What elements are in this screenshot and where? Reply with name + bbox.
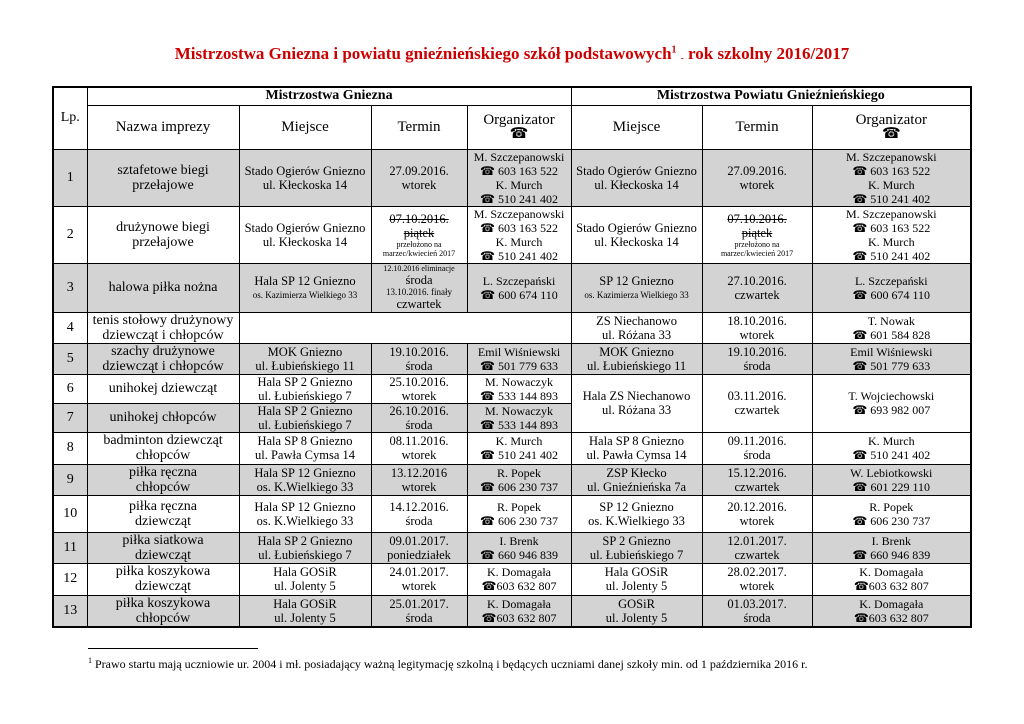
- row-name: piłka koszykowa chłopców: [87, 595, 239, 627]
- header-g-termin: Termin: [371, 105, 467, 149]
- row-g-place: Hala SP 2 Gniezno ul. Łubieńskiego 7: [239, 374, 371, 403]
- row-g-date: 08.11.2016. wtorek: [371, 432, 467, 464]
- table-row: [53, 432, 971, 464]
- row-lp: 6: [53, 374, 87, 403]
- title-main: Mistrzostwa Gniezna i powiatu gnieźnieńskiego szkół podstawowych: [174, 44, 672, 63]
- row-name: unihokej dziewcząt: [87, 374, 239, 403]
- row-p-org: L. Szczepański ☎ 600 674 110: [812, 263, 971, 312]
- row-g-org: M. Nowaczyk ☎ 533 144 893: [467, 374, 571, 403]
- row-lp: 3: [53, 263, 87, 312]
- row-g-place: Hala GOSiR ul. Jolenty 5: [239, 563, 371, 595]
- row-p-org: K. Domagała ☎603 632 807: [812, 595, 971, 627]
- row-g-place: MOK Gniezno ul. Łubieńskiego 11: [239, 343, 371, 374]
- row-p-place: SP 12 Gniezno os. K.Wielkiego 33: [571, 495, 702, 532]
- table-row: [53, 532, 971, 563]
- row-lp: 1: [53, 149, 87, 206]
- table-row: [53, 206, 971, 263]
- row-lp: 5: [53, 343, 87, 374]
- table-row: [53, 149, 971, 206]
- row-p-place: Hala SP 8 Gniezno ul. Pawła Cymsa 14: [571, 432, 702, 464]
- row-g-date: 07.10.2016. piątek przełożono na marzec/kwiecień 2017: [371, 206, 467, 263]
- row-g-org: Emil Wiśniewski ☎ 501 779 633: [467, 343, 571, 374]
- row-g-place: Hala SP 12 Gniezno os. K.Wielkiego 33: [239, 495, 371, 532]
- row-p-place: Stado Ogierów Gniezno ul. Kłeckoska 14: [571, 149, 702, 206]
- row-g-date: 12.10.2016 eliminacje środa 13.10.2016. finały czwartek: [371, 263, 467, 312]
- title-dash: -: [680, 53, 684, 63]
- row-p-org: K. Murch ☎ 510 241 402: [812, 432, 971, 464]
- header-p-termin: Termin: [702, 105, 812, 149]
- row-p-org: T. Nowak ☎ 601 584 828: [812, 312, 971, 343]
- table-row: [53, 563, 971, 595]
- footnote-divider: [88, 648, 258, 649]
- footnote: [88, 656, 807, 672]
- row-name: piłka siatkowa dziewcząt: [87, 532, 239, 563]
- row-p-org: W. Lebiotkowski ☎ 601 229 110: [812, 464, 971, 495]
- row-name: piłka ręczna chłopców: [87, 464, 239, 495]
- row-g-org: K. Domagała ☎603 632 807: [467, 595, 571, 627]
- row-p-org: Emil Wiśniewski ☎ 501 779 633: [812, 343, 971, 374]
- row-g-date: 25.01.2017. środa: [371, 595, 467, 627]
- row-p-date: 27.10.2016. czwartek: [702, 263, 812, 312]
- row-g-place: Hala SP 2 Gniezno ul. Łubieńskiego 7: [239, 403, 371, 432]
- row-g-org: I. Brenk ☎ 660 946 839: [467, 532, 571, 563]
- row-g-place: Hala SP 2 Gniezno ul. Łubieńskiego 7: [239, 532, 371, 563]
- title-footnote-ref: 1: [671, 44, 677, 56]
- title-tail: rok szkolny 2016/2017: [683, 44, 850, 63]
- row-g-place: Stado Ogierów Gniezno ul. Kłeckoska 14: [239, 149, 371, 206]
- row-p-date: 15.12.2016. czwartek: [702, 464, 812, 495]
- header-p-organizator: Organizator ☎: [812, 105, 971, 149]
- row-g-date: 26.10.2016. środa: [371, 403, 467, 432]
- header-nazwa: Nazwa imprezy: [87, 105, 239, 149]
- row-name: halowa piłka nożna: [87, 263, 239, 312]
- header-g-miejsce: Miejsce: [239, 105, 371, 149]
- header-lp: Lp.: [53, 87, 87, 149]
- row-g-place: Hala SP 12 Gniezno os. Kazimierza Wielkiego 33: [239, 263, 371, 312]
- row-g-date: 25.10.2016. wtorek: [371, 374, 467, 403]
- table-row: [53, 263, 971, 312]
- row-lp: 10: [53, 495, 87, 532]
- row-p-date: 03.11.2016. czwartek: [702, 374, 812, 432]
- phone-icon: ☎: [509, 126, 529, 142]
- row-g-date: 09.01.2017. poniedziałek: [371, 532, 467, 563]
- row-lp: 2: [53, 206, 87, 263]
- table-row: [53, 374, 971, 403]
- row-lp: 7: [53, 403, 87, 432]
- row-g-org: M. Szczepanowski ☎ 603 163 522 K. Murch ☎ 510 241 402: [467, 149, 571, 206]
- header-g-organizator: Organizator ☎: [467, 105, 571, 149]
- row-name: tenis stołowy drużynowy dziewcząt i chłopców: [87, 312, 239, 343]
- row-name: badminton dziewcząt chłopców: [87, 432, 239, 464]
- row-p-place: ZSP Kłecko ul. Gnieźnieńska 7a: [571, 464, 702, 495]
- row-p-date: 19.10.2016. środa: [702, 343, 812, 374]
- row-name: szachy drużynowe dziewcząt i chłopców: [87, 343, 239, 374]
- row-g-place: Hala SP 12 Gniezno os. K.Wielkiego 33: [239, 464, 371, 495]
- row-p-place: GOSiR ul. Jolenty 5: [571, 595, 702, 627]
- row-p-date: 18.10.2016. wtorek: [702, 312, 812, 343]
- row-g-date: 24.01.2017. wtorek: [371, 563, 467, 595]
- row-g-org: M. Nowaczyk ☎ 533 144 893: [467, 403, 571, 432]
- row-g-org: M. Szczepanowski ☎ 603 163 522 K. Murch ☎ 510 241 402: [467, 206, 571, 263]
- row-p-date: 09.11.2016. środa: [702, 432, 812, 464]
- row-p-org: R. Popek ☎ 606 230 737: [812, 495, 971, 532]
- row-lp: 9: [53, 464, 87, 495]
- row-p-place: Stado Ogierów Gniezno ul. Kłeckoska 14: [571, 206, 702, 263]
- row-name: unihokej chłopców: [87, 403, 239, 432]
- row-name: drużynowe biegi przełajowe: [87, 206, 239, 263]
- table-row: [53, 343, 971, 374]
- row-g-date: 13.12.2016 wtorek: [371, 464, 467, 495]
- row-g-date: 19.10.2016. środa: [371, 343, 467, 374]
- row-p-date: 20.12.2016. wtorek: [702, 495, 812, 532]
- footnote-text: Prawo startu mają uczniowie ur. 2004 i mł. posiadający ważną legitymację szkolną i będących uczniami danej szkoły min. od 1 października 2016 r.: [92, 657, 808, 671]
- row-g-place: Hala GOSiR ul. Jolenty 5: [239, 595, 371, 627]
- table-row: [53, 464, 971, 495]
- row-name: piłka ręczna dziewcząt: [87, 495, 239, 532]
- row-p-date: 27.09.2016. wtorek: [702, 149, 812, 206]
- row-p-place: ZS Niechanowo ul. Różana 33: [571, 312, 702, 343]
- header-gniezno: Mistrzostwa Gniezna: [87, 87, 571, 105]
- row-p-place: SP 2 Gniezno ul. Łubieńskiego 7: [571, 532, 702, 563]
- row-g-org: K. Murch ☎ 510 241 402: [467, 432, 571, 464]
- row-lp: 13: [53, 595, 87, 627]
- row-p-place: MOK Gniezno ul. Łubieńskiego 11: [571, 343, 702, 374]
- row-p-place: Hala ZS Niechanowo ul. Różana 33: [571, 374, 702, 432]
- row-g-org: R. Popek ☎ 606 230 737: [467, 464, 571, 495]
- row-g-place: Hala SP 8 Gniezno ul. Pawła Cymsa 14: [239, 432, 371, 464]
- row-p-date: 01.03.2017. środa: [702, 595, 812, 627]
- row-p-org: T. Wojciechowski ☎ 693 982 007: [812, 374, 971, 432]
- row-g-date: 27.09.2016. wtorek: [371, 149, 467, 206]
- header-p-miejsce: Miejsce: [571, 105, 702, 149]
- table-row: [53, 312, 971, 343]
- row-lp: 4: [53, 312, 87, 343]
- row-p-date: 12.01.2017. czwartek: [702, 532, 812, 563]
- footnote-marker: 1: [88, 656, 92, 665]
- row-p-org: K. Domagała ☎603 632 807: [812, 563, 971, 595]
- row-p-place: Hala GOSiR ul. Jolenty 5: [571, 563, 702, 595]
- row-g-date: 14.12.2016. środa: [371, 495, 467, 532]
- row-p-place: SP 12 Gniezno os. Kazimierza Wielkiego 33: [571, 263, 702, 312]
- phone-icon: ☎: [881, 126, 901, 142]
- row-g-org: L. Szczepański ☎ 600 674 110: [467, 263, 571, 312]
- row-g-place: Stado Ogierów Gniezno ul. Kłeckoska 14: [239, 206, 371, 263]
- row-p-org: I. Brenk ☎ 660 946 839: [812, 532, 971, 563]
- schedule-table: [52, 86, 972, 628]
- row-p-org: M. Szczepanowski ☎ 603 163 522 K. Murch ☎ 510 241 402: [812, 206, 971, 263]
- row-p-org: M. Szczepanowski ☎ 603 163 522 K. Murch ☎ 510 241 402: [812, 149, 971, 206]
- row-name: sztafetowe biegi przełajowe: [87, 149, 239, 206]
- row-lp: 12: [53, 563, 87, 595]
- page-title: [0, 44, 1024, 64]
- row-lp: 8: [53, 432, 87, 464]
- row-g-org: K. Domagała ☎603 632 807: [467, 563, 571, 595]
- table-row: [53, 595, 971, 627]
- row-lp: 11: [53, 532, 87, 563]
- row-g-org: R. Popek ☎ 606 230 737: [467, 495, 571, 532]
- header-powiat: Mistrzostwa Powiatu Gnieźnieńskiego: [571, 87, 971, 105]
- row-p-date: 07.10.2016. piątek przełożono na marzec/kwiecień 2017: [702, 206, 812, 263]
- table-row: [53, 495, 971, 532]
- row-g-empty: [239, 312, 571, 343]
- row-p-date: 28.02.2017. wtorek: [702, 563, 812, 595]
- row-name: piłka koszykowa dziewcząt: [87, 563, 239, 595]
